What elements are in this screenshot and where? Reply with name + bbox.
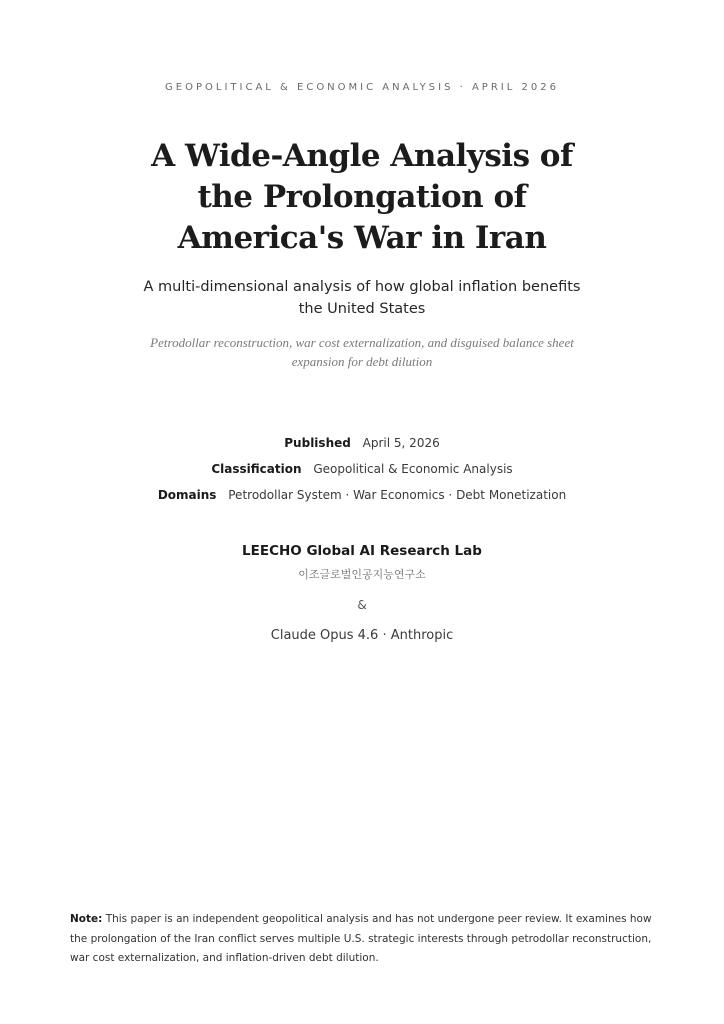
paper-subtitle: A multi-dimensional analysis of how global inflation benefits the United States xyxy=(143,279,581,317)
meta-published-label: Published xyxy=(284,436,351,450)
paper-tagline: Petrodollar reconstruction, war cost externalization, and disguised balance sheet expansion for debt dilution xyxy=(150,335,574,369)
title-line-1: A Wide-Angle Analysis of xyxy=(151,138,573,174)
meta-classification-label: Classification xyxy=(211,462,302,476)
lab-name: LEECHO Global AI Research Lab xyxy=(242,543,482,559)
note-label: Note: xyxy=(70,913,103,925)
disclaimer-note xyxy=(70,910,654,969)
meta-published-value: April 5, 2026 xyxy=(362,436,440,450)
meta-published-row xyxy=(0,433,724,459)
title-line-3: America's War in Iran xyxy=(177,220,547,256)
note-text: This paper is an independent geopolitical analysis and has not undergone peer review. It examines how the prolongation of the Iran conflict serves multiple U.S. strategic interests through petrodollar reconstruction, war cost externalization, and inflation-driven debt dilution. xyxy=(70,913,652,964)
paper-title xyxy=(112,136,612,259)
lab-name-korean: 이조글로벌인공지능연구소 xyxy=(298,568,426,581)
report-kicker: GEOPOLITICAL & ECONOMIC ANALYSIS · APRIL 2026 xyxy=(165,82,559,93)
meta-domains-label: Domains xyxy=(157,488,217,502)
coauthor-name: Claude Opus 4.6 · Anthropic xyxy=(270,628,454,643)
metadata-block xyxy=(0,433,724,511)
meta-classification-row xyxy=(0,459,724,485)
title-line-2: the Prolongation of xyxy=(197,179,527,215)
meta-classification-value: Geopolitical & Economic Analysis xyxy=(313,462,513,476)
meta-domains-row xyxy=(0,485,724,511)
meta-domains-value: Petrodollar System · War Economics · Debt Monetization xyxy=(228,488,567,502)
author-conjunction: & xyxy=(357,598,367,612)
